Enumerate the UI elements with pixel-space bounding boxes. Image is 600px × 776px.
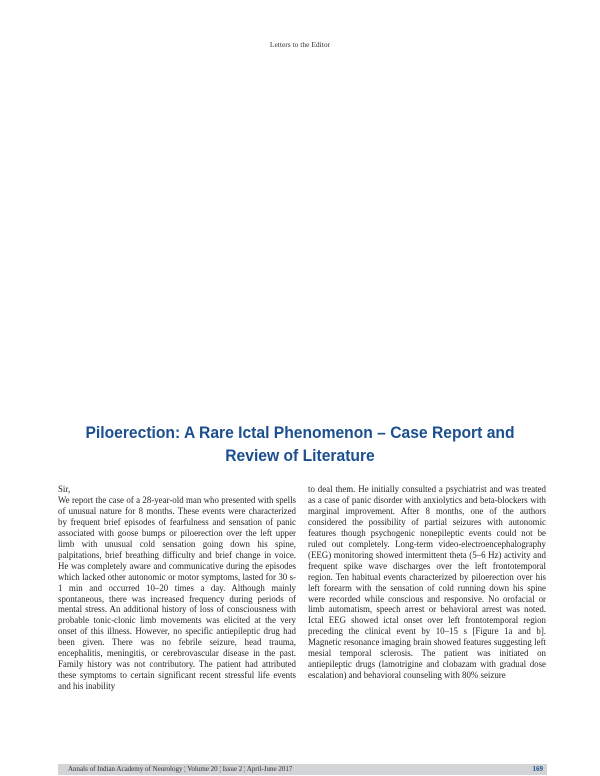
- footer-band: [58, 764, 547, 775]
- body-column-right: [308, 484, 546, 681]
- journal-citation: Annals of Indian Academy of Neurology ¦ Volume 20 ¦ Issue 2 ¦ April-June 2017: [68, 765, 293, 773]
- body-paragraph-right: to deal them. He initially consulted a psychiatrist and was treated as a case of panic disorder with anxiolytics and beta-blockers with marginal improvement. After 8 months, one of the authors considered the possibility of partial seizures with autonomic features though psychogenic nonepileptic events could not be ruled out completely. Long-term video-electroencephalography (EEG) monitoring showed intermittent theta (5–6 Hz) activity and frequent spike wave discharges over the left frontotemporal region. Ten habitual events characterized by piloerection over his left forearm with the sensation of cold running down his spine were recorded while conscious and responsive. No orofacial or limb automatism, speech arrest or behavioral arrest was noted. Ictal EEG showed ictal onset over left frontotemporal region preceding the clinical event by 10–15 s [Figure 1a and b]. Magnetic resonance imaging brain showed features suggesting left mesial temporal sclerosis. The patient was initiated on antiepileptic drugs (lamotrigine and clobazam with gradual dose escalation) and behavioral counseling with 80% seizure: [308, 484, 546, 681]
- body-column-left: [58, 484, 296, 692]
- body-paragraph-left: We report the case of a 28-year-old man who presented with spells of unusual nature for 8 months. These events were characterized by frequent brief episodes of fearfulness and sensation of panic associated with goose bumps or piloerection over the left upper limb with unusual cold sensation going down his spine, palpitations, brief breathing difficulty and brief change in voice. He was completely aware and communicative during the episodes which lacked other autonomic or motor symptoms, lasted for 30 s-1 min and occurred 10–20 times a day. Although mainly spontaneous, there was increased frequency during periods of mental stress. An additional history of loss of consciousness with probable tonic-clonic limb movements was elicited at the very onset of this illness. However, no specific antiepileptic drug had been given. There was no febrile seizure, head trauma, encephalitis, meningitis, or cerebrovascular disease in the past. Family history was not contributory. The patient had attributed these symptoms to certain significant recent stressful life events and his inability: [58, 494, 296, 692]
- salutation: Sir,: [58, 484, 71, 494]
- page-number: 169: [532, 765, 543, 773]
- article-title: [61, 421, 539, 467]
- title-line-2: Review of Literature: [225, 446, 375, 465]
- title-line-1: Piloerection: A Rare Ictal Phenomenon – Case Report and: [85, 423, 515, 442]
- running-header: Letters to the Editor: [269, 40, 331, 49]
